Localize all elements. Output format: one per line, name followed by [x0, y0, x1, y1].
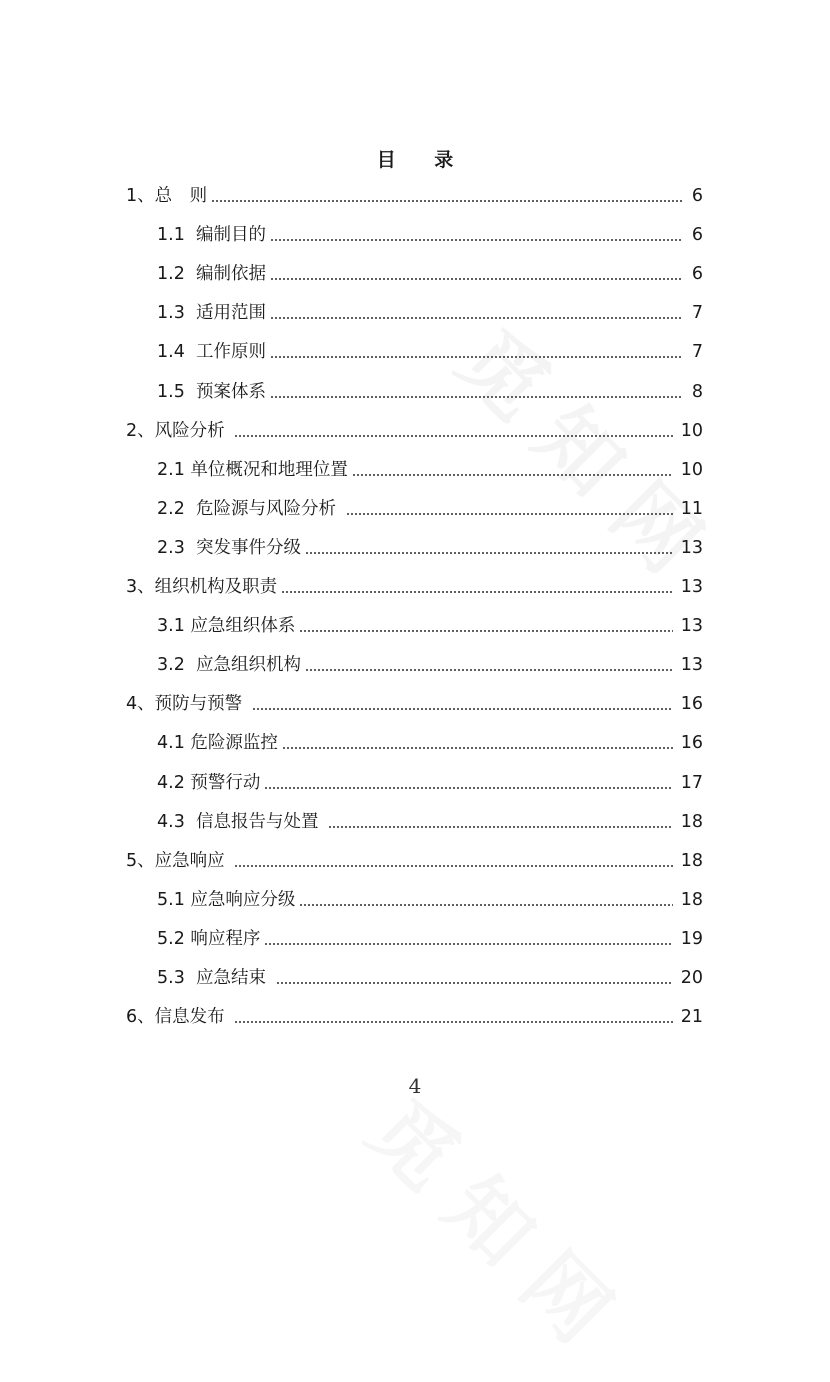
dot-leader	[305, 669, 673, 671]
toc-entry-page-number: 16	[680, 694, 703, 715]
toc-entry-page-number: 7	[691, 303, 703, 324]
toc-section-entry[interactable]	[0, 607, 830, 646]
dot-leader	[299, 904, 672, 906]
toc-entry-title: 1、总 则	[126, 186, 208, 207]
toc-entry-title: 1.5 预案体系	[157, 381, 266, 402]
dot-leader	[346, 513, 673, 515]
toc-entry-page-number: 20	[680, 967, 703, 988]
toc-entry-page-number: 16	[680, 733, 703, 754]
toc-entry-page-number: 13	[680, 655, 703, 676]
toc-chapter-entry[interactable]	[0, 842, 830, 881]
toc-entry-page-number: 18	[680, 850, 703, 871]
toc-section-entry[interactable]	[0, 372, 830, 411]
toc-entry-page-number: 11	[680, 498, 703, 519]
toc-chapter-entry[interactable]	[0, 177, 830, 216]
dot-leader	[252, 708, 673, 710]
toc-entry-title: 2.2 危险源与风险分析	[157, 498, 342, 519]
dot-leader	[299, 630, 672, 632]
toc-section-entry[interactable]	[0, 529, 830, 568]
toc-section-entry[interactable]	[0, 646, 830, 685]
toc-section-entry[interactable]	[0, 333, 830, 372]
toc-entry-page-number: 7	[691, 342, 703, 363]
toc-entry-title: 1.2 编制依据	[157, 264, 266, 285]
toc-chapter-entry[interactable]	[0, 412, 830, 451]
page-number: 4	[408, 1074, 422, 1098]
toc-entry-title: 1.4 工作原则	[157, 342, 266, 363]
dot-leader	[211, 200, 683, 202]
toc-entry-page-number: 10	[680, 459, 703, 480]
dot-leader	[270, 317, 683, 319]
toc-entry-page-number: 8	[691, 381, 703, 402]
table-of-contents	[0, 177, 830, 1037]
toc-entry-title: 4、预防与预警	[126, 694, 248, 715]
dot-leader	[352, 474, 673, 476]
dot-leader	[234, 1021, 673, 1023]
toc-entry-title: 4.1 危险源监控	[157, 733, 278, 754]
toc-entry-title: 1.1 编制目的	[157, 225, 266, 246]
toc-entry-title: 2.3 突发事件分级	[157, 537, 301, 558]
toc-entry-page-number: 17	[680, 772, 703, 793]
dot-leader	[264, 787, 672, 789]
toc-entry-title: 3.1 应急组织体系	[157, 616, 296, 637]
toc-entry-page-number: 19	[680, 928, 703, 949]
dot-leader	[305, 552, 673, 554]
toc-section-entry[interactable]	[0, 803, 830, 842]
toc-entry-page-number: 21	[680, 1007, 703, 1028]
dot-leader	[270, 396, 683, 398]
toc-entry-title: 4.2 预警行动	[157, 772, 261, 793]
dot-leader	[234, 865, 673, 867]
toc-chapter-entry[interactable]	[0, 685, 830, 724]
toc-chapter-entry[interactable]	[0, 998, 830, 1037]
dot-leader	[270, 356, 683, 358]
toc-entry-page-number: 6	[691, 264, 703, 285]
dot-leader	[234, 435, 673, 437]
toc-entry-page-number: 18	[680, 811, 703, 832]
toc-entry-title: 2、风险分析	[126, 420, 231, 441]
toc-heading: 目 录	[376, 149, 470, 171]
toc-section-entry[interactable]	[0, 216, 830, 255]
toc-chapter-entry[interactable]	[0, 568, 830, 607]
toc-section-entry[interactable]	[0, 255, 830, 294]
toc-entry-title: 1.3 适用范围	[157, 303, 266, 324]
toc-section-entry[interactable]	[0, 451, 830, 490]
toc-section-entry[interactable]	[0, 490, 830, 529]
watermark-logo-lower	[347, 1070, 659, 1382]
toc-entry-title: 5.2 响应程序	[157, 928, 261, 949]
dot-leader	[264, 943, 672, 945]
toc-entry-page-number: 13	[680, 537, 703, 558]
toc-entry-page-number: 18	[680, 889, 703, 910]
toc-entry-title: 5.3 应急结束	[157, 967, 272, 988]
dot-leader	[270, 278, 683, 280]
dot-leader	[282, 747, 673, 749]
toc-entry-title: 5.1 应急响应分级	[157, 889, 296, 910]
toc-entry-page-number: 13	[680, 577, 703, 598]
dot-leader	[270, 239, 683, 241]
toc-entry-page-number: 6	[691, 225, 703, 246]
toc-section-entry[interactable]	[0, 881, 830, 920]
toc-entry-title: 3、组织机构及职责	[126, 577, 278, 598]
dot-leader	[276, 982, 673, 984]
toc-entry-title: 3.2 应急组织机构	[157, 655, 301, 676]
toc-section-entry[interactable]	[0, 920, 830, 959]
toc-section-entry[interactable]	[0, 959, 830, 998]
toc-entry-page-number: 10	[680, 420, 703, 441]
toc-section-entry[interactable]	[0, 763, 830, 802]
dot-leader	[328, 826, 673, 828]
dot-leader	[281, 591, 673, 593]
toc-section-entry[interactable]	[0, 294, 830, 333]
toc-entry-title: 2.1 单位概况和地理位置	[157, 459, 348, 480]
toc-section-entry[interactable]	[0, 724, 830, 763]
toc-entry-page-number: 13	[680, 616, 703, 637]
toc-entry-page-number: 6	[691, 186, 703, 207]
toc-entry-title: 6、信息发布	[126, 1007, 231, 1028]
toc-entry-title: 5、应急响应	[126, 850, 231, 871]
toc-entry-title: 4.3 信息报告与处置	[157, 811, 325, 832]
